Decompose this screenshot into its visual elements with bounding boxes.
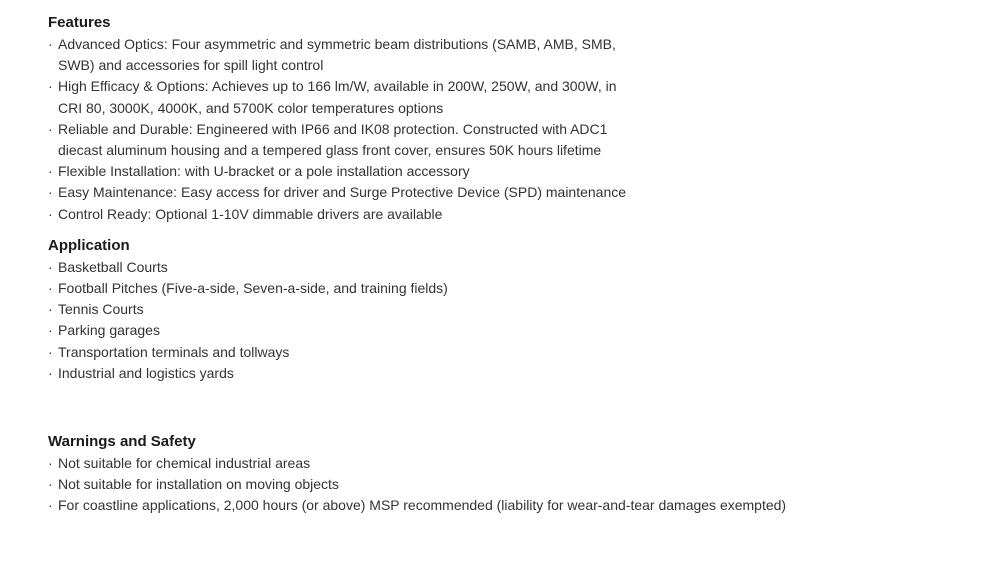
features-item-text: Reliable and Durable: Engineered with IP66 and IK08 protection. Constructed with ADC1 diecast aluminum housing and a tempered glass front cover, ensures 50K hours lifetime (58, 120, 608, 159)
features-item (48, 182, 638, 203)
application-item-text: Tennis Courts (58, 301, 144, 318)
application-item (48, 257, 988, 278)
bullet-dot: · (48, 343, 53, 360)
application-list (48, 257, 988, 384)
bullet-dot: · (48, 36, 53, 52)
bullet-dot: · (48, 258, 53, 275)
bullet-dot: · (48, 476, 53, 493)
application-section (48, 235, 988, 384)
bullet-dot: · (48, 78, 53, 95)
features-item-text: Control Ready: Optional 1-10V dimmable drivers are available (58, 205, 443, 222)
application-item-text: Industrial and logistics yards (58, 364, 234, 381)
features-section (48, 12, 988, 225)
application-item (48, 342, 988, 363)
bullet-dot: · (48, 205, 53, 222)
application-item-text: Football Pitches (Five-a-side, Seven-a-side, and training fields) (58, 280, 448, 297)
warnings-item-text: Not suitable for installation on moving objects (58, 476, 339, 493)
application-item (48, 363, 988, 384)
application-item (48, 278, 988, 299)
features-item (48, 34, 638, 76)
warnings-item-text: For coastline applications, 2,000 hours (or above) MSP recommended (liability for wear-and-tear damages exempted) (58, 497, 787, 514)
spec-document (48, 12, 988, 517)
bullet-dot: · (48, 322, 53, 339)
warnings-item (48, 453, 988, 474)
application-item (48, 320, 988, 341)
features-list (48, 34, 988, 225)
features-item-text: Flexible Installation: with U-bracket or a pole installation accessory (58, 163, 470, 180)
features-item (48, 119, 638, 161)
bullet-dot: · (48, 301, 53, 318)
features-item-text: High Efficacy & Options: Achieves up to 166 lm/W, available in 200W, 250W, and 300W, in CRI 80, 3000K, 4000K, and 5700K color temperatures options (58, 78, 617, 116)
features-item-text: Easy Maintenance: Easy access for driver and Surge Protective Device (SPD) maintenance (58, 184, 627, 201)
features-item-text: Advanced Optics: Four asymmetric and symmetric beam distributions (SAMB, AMB, SMB, SWB) and accessories for spill light control (58, 36, 616, 74)
features-item (48, 76, 638, 118)
bullet-dot: · (48, 364, 53, 381)
application-item-text: Transportation terminals and tollways (58, 343, 290, 360)
bullet-dot: · (48, 497, 53, 514)
application-item-text: Basketball Courts (58, 258, 168, 275)
application-heading: Application (48, 236, 130, 254)
features-heading: Features (48, 14, 111, 31)
application-item-text: Parking garages (58, 322, 160, 339)
bullet-dot: · (48, 455, 53, 472)
application-item (48, 299, 988, 320)
bullet-dot: · (48, 280, 53, 297)
warnings-section (48, 431, 988, 517)
warnings-item-text: Not suitable for chemical industrial areas (58, 455, 311, 472)
features-item (48, 204, 638, 225)
warnings-item (48, 495, 988, 516)
warnings-item (48, 474, 988, 495)
bullet-dot: · (48, 120, 53, 137)
bullet-dot: · (48, 163, 53, 180)
warnings-heading: Warnings and Safety (48, 433, 196, 451)
features-item (48, 161, 638, 182)
bullet-dot: · (48, 184, 53, 201)
warnings-list (48, 453, 988, 517)
